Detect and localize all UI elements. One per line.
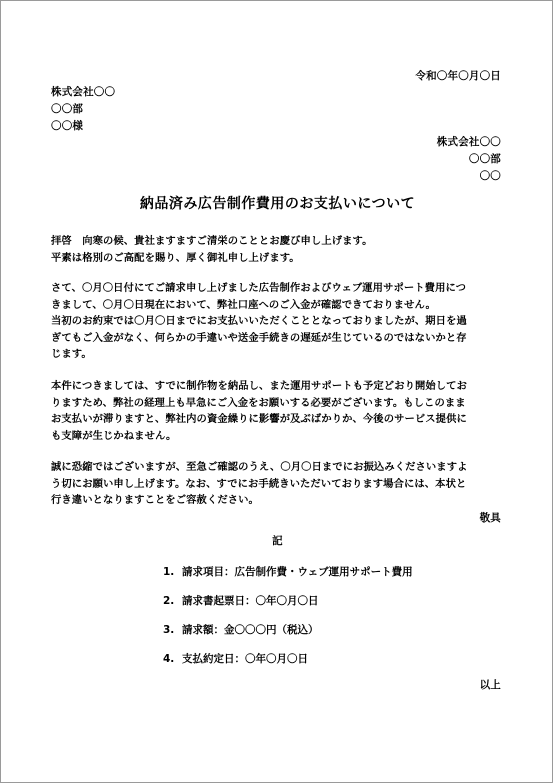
list-number: 1.: [163, 566, 175, 578]
paragraph-line: 行き違いとなりますことをご容赦ください。: [51, 494, 259, 506]
paragraph-line: りますため、弊社の経理上も早急にご入金をお願いする必要がございます。もしこのまま: [51, 396, 466, 409]
list-item: [163, 593, 319, 608]
paragraph-line: さて、〇月〇日付にてご請求申し上げました広告制作およびウェブ運用サポート費用につ: [51, 282, 467, 294]
paragraph-line: う切にお願い申し上げます。なお、すでにお手続きいただいております場合には、本状と: [51, 477, 467, 490]
closing-keigu: 敬具: [479, 512, 501, 524]
sender-name: 〇〇: [479, 170, 501, 182]
list-number: 3.: [163, 624, 175, 636]
paragraph-line: 誠に恐縮ではございますが、至急ご確認のうえ、〇月〇日までにお振込みくださいますよ: [51, 461, 468, 473]
paragraph-line: 当初のお約束では〇月〇日までにお支払いいただくこととなっておりましたが、期日を過: [51, 315, 467, 327]
sender-company: 株式会社〇〇: [436, 136, 501, 148]
letter-title: 納品済み広告制作費用のお支払いについて: [139, 196, 416, 212]
body-paragraph-2: [51, 378, 503, 444]
list-text: 請求項目：広告制作費・ウェブ運用サポート費用: [182, 566, 413, 578]
closing-ijo: 以上: [479, 679, 501, 691]
paragraph-line: も支障が生じかねません。: [51, 429, 177, 442]
recipient-department: 〇〇部: [51, 103, 84, 115]
greeting-line: 平素は格別のご高配を賜り、厚く御礼申し上げます。: [51, 251, 300, 264]
list-text: 支払約定日：〇年〇月〇日: [182, 653, 308, 665]
list-item: [163, 622, 319, 637]
list-number: 2.: [163, 595, 175, 607]
recipient-name: 〇〇様: [51, 120, 84, 132]
body-paragraph-3: [51, 459, 503, 509]
recipient-company: 株式会社〇〇: [51, 86, 116, 98]
list-text: 請求書起票日：〇年〇月〇日: [182, 595, 319, 607]
record-heading: 記: [272, 535, 283, 547]
paragraph-line: じます。: [51, 348, 92, 360]
list-item: [163, 651, 308, 666]
body-paragraph-1: [51, 280, 503, 363]
paragraph-line: 本件につきましては、すでに制作物を納品し、また運用サポートも予定どおり開始してお: [51, 380, 467, 392]
list-number: 4.: [163, 653, 175, 665]
list-item: [163, 564, 413, 579]
greeting-paragraph: [51, 233, 503, 266]
list-text: 請求額：金〇〇〇円（税込）: [182, 624, 319, 636]
paragraph-line: お支払いが滞りますと、弊社内の資金繰りに影響が及ぶばかりか、今後のサービス提供に: [51, 413, 467, 425]
sender-department: 〇〇部: [468, 153, 501, 165]
letter-date: 令和〇年〇月〇日: [415, 70, 501, 82]
paragraph-line: ぎてもご入金がなく、何らかの手違いや送金手続きの遅延が生じているのではないかと存: [51, 331, 467, 344]
paragraph-line: きまして、〇月〇日現在において、弊社口座へのご入金が確認できておりません。: [51, 298, 436, 311]
greeting-line: 拝啓 向寒の候、貴社ますますご清栄のこととお慶び申し上げます。: [51, 235, 373, 247]
